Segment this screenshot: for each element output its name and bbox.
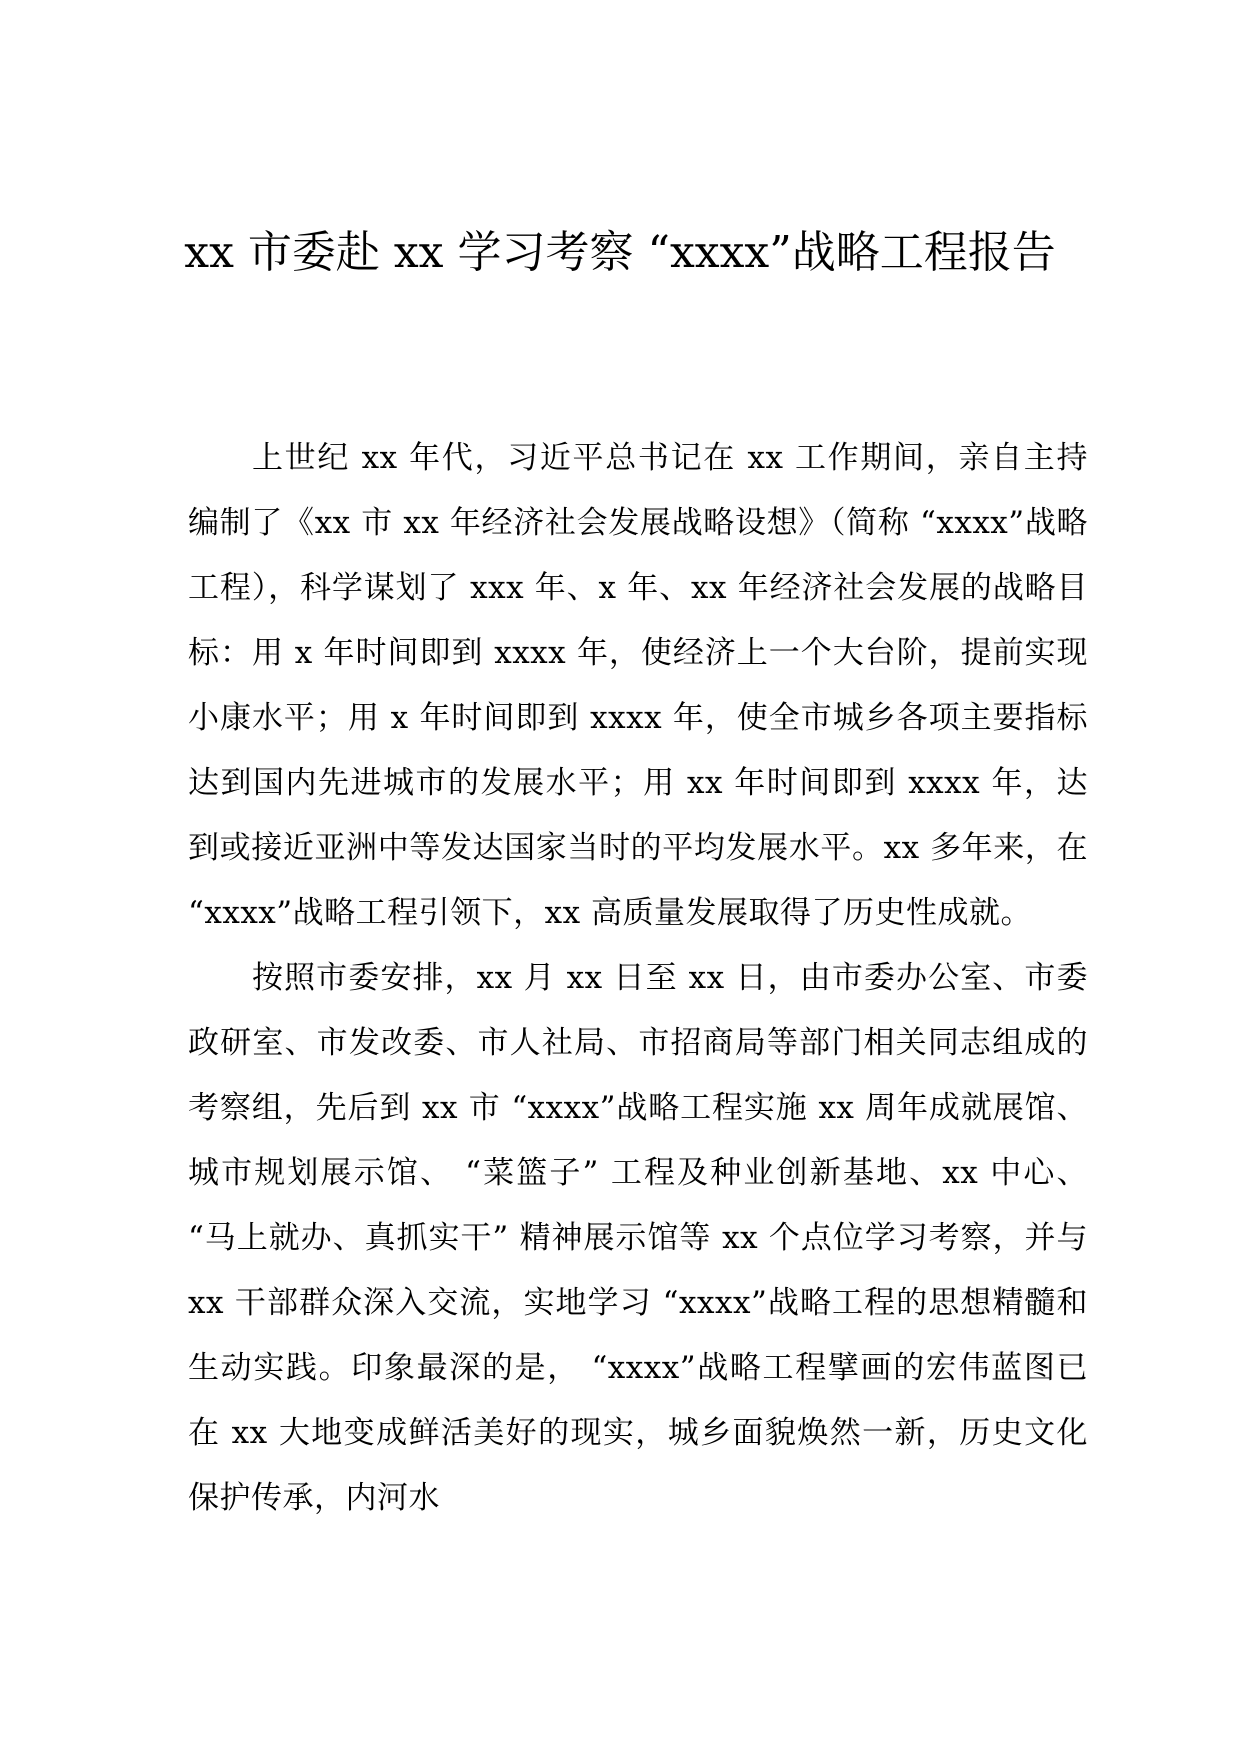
paragraph-1: 上世纪 xx 年代，习近平总书记在 xx 工作期间，亲自主持编制了《xx 市 xx 年经济社会发展战略设想》（简称 “xxxx”战略工程），科学谋划了 xxx 年、x 年、xx 年经济社会发展的战略目标：用 x 年时间即到 xxxx 年，使经济上一个大台阶，提前实现小康水平；用 x 年时间即到 xxxx 年，使全市城乡各项主要指标达到国内先进城市的发展水平；用 xx 年时间即到 xxxx 年，达到或接近亚洲中等发达国家当时的平均发展水平。xx 多年来，在 “xxxx”战略工程引领下，xx 高质量发展取得了历史性成就。 bbox=[188, 440, 1088, 931]
document-body bbox=[188, 426, 1088, 1531]
document-title: xx 市委赴 xx 学习考察 “xxxx”战略工程报告 bbox=[184, 227, 1056, 278]
paragraph-2: 按照市委安排，xx 月 xx 日至 xx 日，由市委办公室、市委政研室、市发改委、市人社局、市招商局等部门相关同志组成的考察组，先后到 xx 市 “xxxx”战略工程实施 xx 周年成就展馆、城市规划展示馆、 “菜篮子” 工程及种业创新基地、xx 中心、 “马上就办、真抓实干” 精神展示馆等 xx 个点位学习考察，并与 xx 干部群众深入交流，实地学习 “xxxx”战略工程的思想精髓和生动实践。印象最深的是， “xxxx”战略工程擘画的宏伟蓝图已在 xx 大地变成鲜活美好的现实，城乡面貌焕然一新，历史文化保护传承，内河水 bbox=[188, 960, 1088, 1516]
